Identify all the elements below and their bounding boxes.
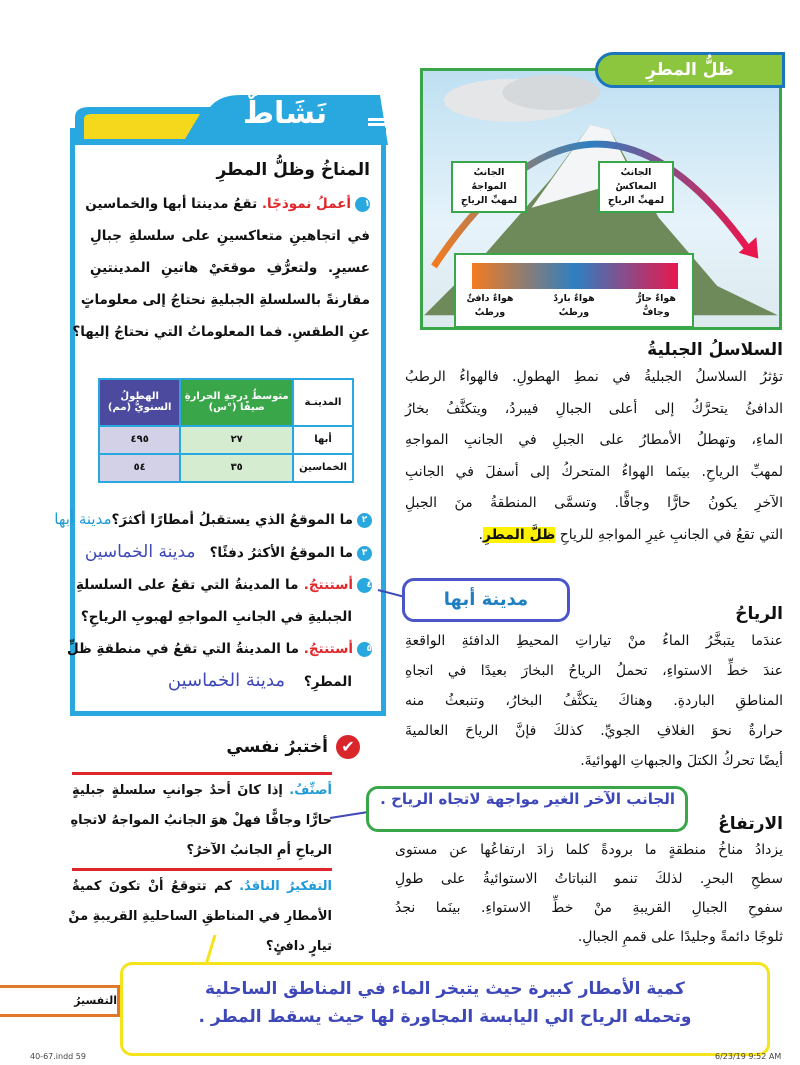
self-test (70, 735, 360, 765)
table-cell: ٣٥ (180, 454, 293, 482)
handwritten-answer: مدينة الخماسين (84, 542, 196, 562)
activity-tab-label: نَشَاطٌ (242, 96, 328, 131)
text-line: وتحمله الرياح الي اليابسة المجاورة لها حيث يسقط المطر . (198, 1007, 692, 1027)
check-icon: ✔ (336, 735, 360, 759)
table-cell: ٢٧ (180, 426, 293, 454)
text-line: الآخرِ يكونُ حارًّا وجافًّا. وتسمَّى المنطقةُ منَ الجبلِ (405, 495, 783, 511)
text-line: عسيرٍ. ولتعرُّفِ موقعَيْ هاتينِ المدينتينِ (90, 260, 370, 276)
windward-label: الجانبُ المواجهُ لمهبِّ الرياحِ (451, 161, 527, 213)
number-badge: ١ (355, 197, 370, 212)
highlighted-term: ظلَّ المطرِ (482, 526, 556, 543)
section-heading: السلاسلُ الجبليةُ (647, 340, 783, 360)
text-line: في اتجاهينِ متعاكسينِ على سلسلةِ جبالِ (90, 228, 370, 244)
footer-date: 6/23/19 9:52 AM (715, 1052, 782, 1061)
text-line: المناطقِ الباردةِ. وهناكَ يتكثَّفُ البخارُ، وتنبعثُ منه (405, 693, 783, 709)
text-line: مقارنةً بالسلسلةِ الجبليةِ نحتاجُ إلى معلوماتٍ (80, 292, 370, 308)
handwritten-answer: مدينة الخماسين (167, 670, 286, 691)
table-cell: ٤٩٥ (99, 426, 180, 454)
critical-thinking-question: التفكيرُ الناقدُ. كم تتوقعُ أنْ تكونَ كميةُ الأمطارِ في المناطقِ الساحليةِ القريبةِ منْ تيارٍ دافئٍ؟ (68, 879, 333, 954)
answer-callout-classify: الجانب الآخر الغير مواجهة لاتجاه الرياح . (366, 786, 688, 832)
footer-file: 40-67.indd 59 (30, 1052, 86, 1061)
text-line: أيضًا تحركُ الكتلَ والجبهاتِ الهوائيةَ. (580, 753, 783, 769)
text-line: الدافئُ يتحرَّكُ إلى أعلى الجبالِ فيبردُ، ويتكثَّفُ بخارُ (405, 400, 783, 417)
text-line: التي تقعُ في الجانبِ غيرِ المواجهِ للرياحِ ظلَّ المطرِ. (478, 526, 783, 543)
classify-question: أصنِّفُ. إذا كانَ أحدُ جوانبِ سلسلةٍ جبليةٍ حارًّا وجافًّا فهلْ هوَ الجانبُ المواجهُ لاتجاهِ الرياحِ أمِ الجانبُ الآخرُ؟ (70, 783, 332, 858)
text-line: لمهبِّ الرياحِ. بينَما الهواءُ المتحركُ إلى أسفلَ في الجانبِ (405, 463, 783, 480)
text-line: يزدادُ مناخُ منطقةٍ ما برودةً كلما زادَ ارتفاعُها عن مستوى (395, 842, 783, 858)
table-header: الهطولُ السنويُّ (مم) (99, 379, 180, 426)
skill-label: أعملُ نموذجًا. (261, 196, 351, 212)
table-header: متوسطُ درجةِ الحرارةِ صيفًا (°س) (180, 379, 293, 426)
text-line: سفوحِ الجبالِ القريبةِ منْ خطِّ الاستواءِ. بينَما نجدُ (395, 900, 783, 916)
question-5: ٥أستنتجُ. ما المدينةُ التي تقعُ في منطقةِ ظلِّ المطرِ؟ مدينة الخماسين (67, 641, 372, 691)
question-3: ٣ما الموقعُ الأكثرُ دفئًا؟ مدينة الخماسين (66, 536, 372, 569)
answer-callout-critical (120, 962, 770, 1056)
text-line: تؤثرُ السلاسلُ الجبليةُ في نمطِ الهطولِ. فالهواءُ الرطبُ (405, 369, 783, 385)
table-header: المدينـة (293, 379, 353, 426)
text-line: سطحِ البحرِ. لذلكَ تنمو النباتاتُ الاستوائيةُ على طولِ (395, 871, 783, 887)
handwritten-answer: مدينة أبها (54, 510, 112, 528)
activity-title: المناخُ وظلُّ المطرِ (216, 160, 370, 180)
diagram-title: ظلُّ المطرِ (595, 52, 785, 88)
text-line: ثلوجًا دائمةً وجليدًا على قممِ الجبالِ. (577, 929, 783, 945)
legend-hot-dry: هواءٌ حارٌّ وجافٌّ (636, 293, 676, 318)
question-4: ٤أستنتجُ. ما المدينةُ التي تقعُ على السلسلةِ الجبليةِ في الجانبِ المواجهِ لهبوبِ الرياحِ؟ (76, 577, 372, 625)
question-2: ٢ما الموقعُ الذي يستقبلُ أمطارًا أكثرَ؟مدينة أبها (66, 503, 372, 536)
table-cell: ٥٤ (99, 454, 180, 482)
side-tab-interpretation: التفسيرُ (0, 985, 120, 1017)
legend-cold-wet: هواءٌ باردٌ ورطبٌ (553, 293, 595, 318)
text-line: عندَ خطِّ الاستواءِ، تحملُ الرياحُ البخارَ بعيدًا في اتجاهِ (405, 663, 783, 679)
text-line: عندَما يتبخَّرُ الماءُ منْ تياراتِ المحيطِ الدافئةِ الواقعةِ (405, 633, 783, 649)
table-cell: أبها (293, 426, 353, 454)
section-heading: الارتفاعُ (718, 814, 783, 834)
text-line: تقعُ مدينتا أبها والخماسين (85, 196, 258, 212)
text-line: الماءِ، وتهطلُ الأمطارُ على الجبلِ في الجانبِ المواجهِ (405, 432, 783, 448)
self-test-heading: أختبرُ نفسي (226, 737, 328, 757)
text-line: عنِ الطقسِ. فما المعلوماتُ التي نحتاجُ إليها؟ (72, 324, 370, 340)
divider (72, 868, 332, 871)
legend-warm-wet: هواءٌ دافئٌ ورطبٌ (466, 293, 514, 318)
section-heading: الرياحُ (735, 604, 783, 624)
answer-callout-q4: مدينة أبها (402, 578, 570, 622)
divider (72, 772, 332, 775)
leeward-label: الجانبُ المعاكسُ لمهبِّ الرياحِ (598, 161, 674, 213)
text-line: حرارةٌ نحوَ الغلافِ الجويِّ. كذلكَ فإنَّ الرياحَ العالميةَ (405, 723, 783, 739)
text-line: كمية الأمطار كبيرة حيث يتبخر الماء في المناطق الساحلية (205, 979, 685, 999)
table-cell: الخماسين (293, 454, 353, 482)
